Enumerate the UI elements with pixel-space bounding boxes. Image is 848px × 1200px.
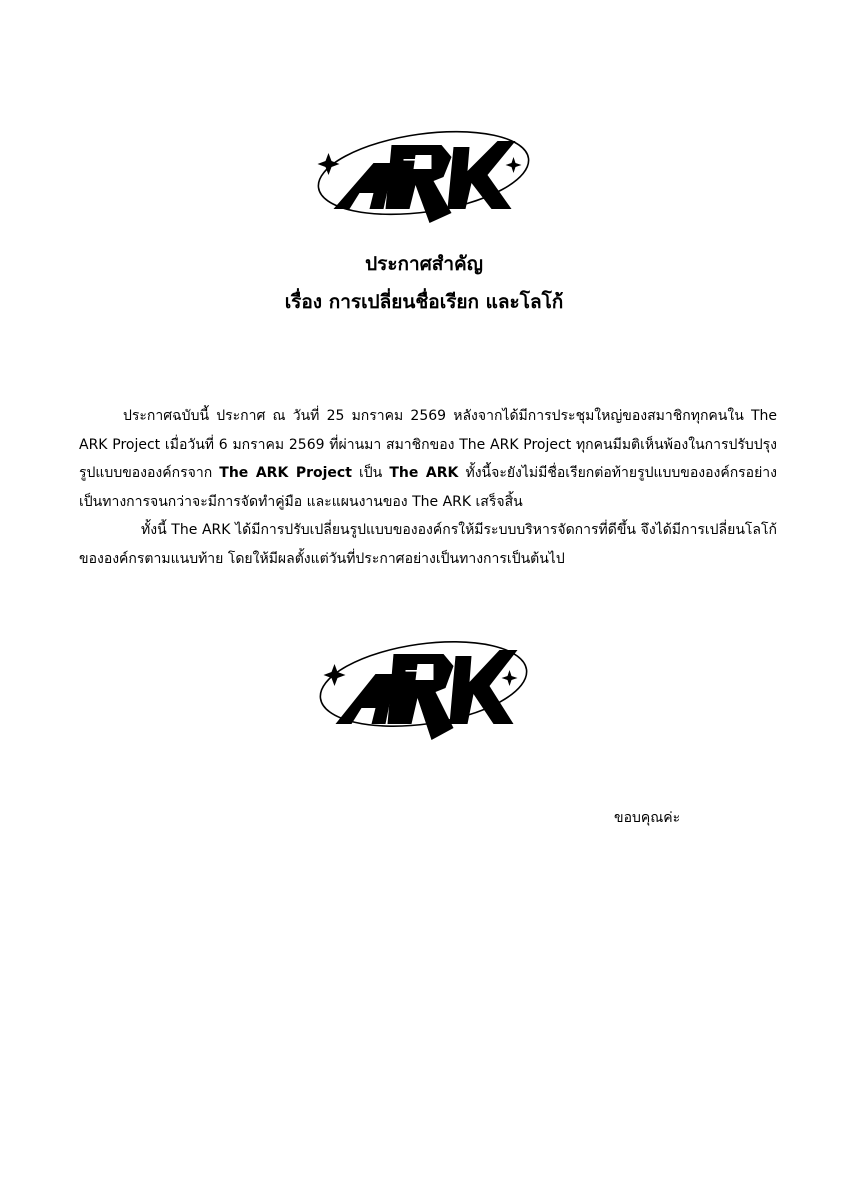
paragraph-1-text-c: ทั้งนี้จะยังไม่มีชื่อเรียกต่อท้ายรูปแบบขององค์กรอย่างเป็นทางการจนกว่าจะมีการจัดทำคู่มือ และแผนงานของ The ARK เสร็จสิ้น (79, 465, 777, 510)
paragraph-1-text-b: เป็น (351, 465, 390, 482)
announcement-subject: เรื่อง การเปลี่ยนชื่อเรียก และโลโก้ (284, 291, 564, 313)
paragraph-2: ทั้งนี้ The ARK ได้มีการปรับเปลี่ยนรูปแบบขององค์กรให้มีระบบบริหารจัดการที่ดีขึ้น จึงได้มีการเปลี่ยนโลโก้ขององค์กรตามแนบท้าย โดยให้มีผลตั้งแต่วันที่ประกาศอย่างเป็นทางการเป็นต้นไป (79, 522, 777, 567)
paragraph-1-bold-new-name: The ARK (389, 465, 459, 482)
ark-logo-new-graphic (312, 632, 537, 744)
paragraph-1-text-a: ประกาศฉบับนี้ ประกาศ ณ วันที่ 25 มกราคม 2569 หลังจากได้มีการประชุมใหญ่ของสมาชิกทุกคนใน The ARK Project เมื่อวันที่ 6 มกราคม 2569 ที่ผ่านมา สมาชิกของ The ARK Project ทุกคนมีมติเห็นพ้องในการปรับปรุงรูปแบบขององค์กรจาก (79, 408, 777, 482)
announcement-body (79, 402, 777, 574)
paragraph-1 (79, 402, 777, 516)
closing-text: ขอบคุณค่ะ (614, 810, 681, 826)
title-block (0, 246, 848, 320)
announcement-heading: ประกาศสำคัญ (365, 253, 483, 275)
ark-logo-top (312, 125, 537, 230)
ark-logo-graphic (312, 125, 537, 230)
ark-logo-new (312, 632, 537, 744)
paragraph-1-bold-old-name: The ARK Project (219, 465, 352, 482)
